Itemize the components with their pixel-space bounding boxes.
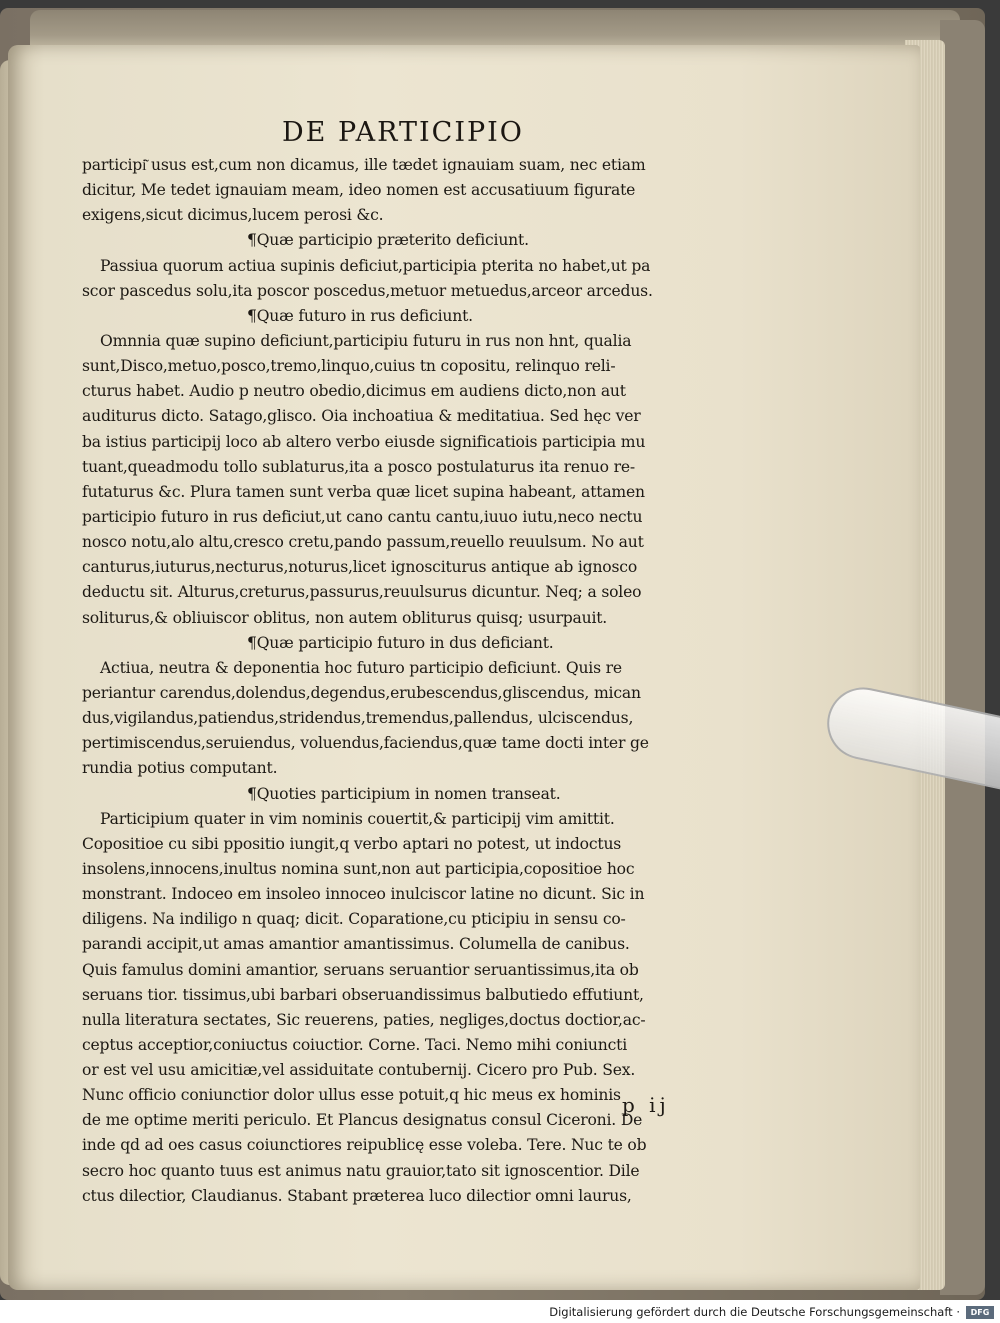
funding-credit: Digitalisierung gefördert durch die Deutsche Forschungsgemeinschaft · bbox=[549, 1305, 960, 1319]
text-line: nosco notu,alo altu,cresco cretu,pando passum,reuello reuulsum. No aut bbox=[82, 533, 644, 552]
text-line: Passiua quorum actiua supinis deficiut,participia pterita no habet,ut pa bbox=[100, 256, 651, 275]
section-heading: ¶Quæ participio præterito deficiunt. bbox=[247, 231, 529, 250]
text-line: de me optime meriti periculo. Et Plancus designatus consul Ciceroni. De bbox=[82, 1111, 643, 1130]
section-heading: ¶Quæ futuro in rus deficiunt. bbox=[247, 306, 473, 325]
text-line: diligens. Na indiligo n quaq; dicit. Coparatione,cu pticipiu in sensu co- bbox=[82, 910, 626, 929]
text-line: insolens,innocens,inultus nomina sunt,non aut participia,copositioe hoc bbox=[82, 859, 635, 878]
text-line: auditurus dicto. Satago,glisco. Oia inchoatiua & meditatiua. Sed hęc ver bbox=[82, 407, 641, 426]
text-line: Nunc officio coniunctior dolor ullus esse potuit,q hic meus ex hominis bbox=[82, 1086, 621, 1105]
running-head: DE PARTICIPIO bbox=[282, 117, 524, 148]
text-line: periantur carendus,dolendus,degendus,erubescendus,gliscendus, mican bbox=[82, 683, 641, 702]
text-line: scor pascedus solu,ita poscor poscedus,metuor metuedus,arceor arcedus. bbox=[82, 281, 653, 300]
text-line: participio futuro in rus deficiut,ut cano cantu cantu,iuuo iutu,neco nectu bbox=[82, 507, 643, 526]
text-line: secro hoc quanto tuus est animus natu grauior,tato sit ignoscentior. Dile bbox=[82, 1161, 640, 1180]
text-line: Quis famulus domini amantior, seruans seruantior seruantissimus,ita ob bbox=[82, 960, 639, 979]
book-cover-right bbox=[940, 20, 985, 1295]
text-line: participi͂ usus est,cum non dicamus, ille tædet ignauiam suam, nec etiam bbox=[82, 156, 646, 174]
text-line: canturus,iuturus,necturus,noturus,licet ignosciturus antique ab ignosco bbox=[82, 558, 638, 577]
text-line: Omnnia quæ supino deficiunt,participiu futuru in rus non hnt, qualia bbox=[100, 331, 632, 350]
text-line: nulla literatura sectates, Sic reuerens, paties, negliges,doctus doctior,ac- bbox=[82, 1010, 646, 1029]
text-line: futaturus &c. Plura tamen sunt verba quæ licet supina habeant, attamen bbox=[82, 482, 645, 501]
signature-mark: p ij bbox=[622, 1093, 670, 1117]
text-line: inde qd ad oes casus coiunctiores reipublicę esse voleba. Tere. Nuc te ob bbox=[82, 1136, 647, 1155]
section-heading: ¶Quoties participium in nomen transeat. bbox=[247, 784, 561, 803]
dfg-logo-icon: DFG bbox=[966, 1306, 994, 1319]
text-line: pertimiscendus,seruiendus, voluendus,faciendus,quæ tame docti inter ge bbox=[82, 734, 649, 753]
text-line: ba istius participij loco ab altero verbo eiusde significatiois participia mu bbox=[82, 432, 646, 451]
text-line: sunt,Disco,metuo,posco,tremo,linquo,cuius tn copositu, relinquo reli- bbox=[82, 357, 616, 376]
text-line: deductu sit. Alturus,creturus,passurus,reuulsurus dicuntur. Neq; a soleo bbox=[82, 583, 642, 602]
text-line: or est vel usu amicitiæ,vel assiduitate contubernij. Cicero pro Pub. Sex. bbox=[82, 1061, 636, 1080]
section-heading: ¶Quæ participio futuro in dus deficiant. bbox=[247, 633, 554, 652]
text-line: ceptus acceptior,coniuctus coiuctior. Corne. Taci. Nemo mihi coniuncti bbox=[82, 1035, 627, 1054]
text-line: Participium quater in vim nominis couertit,& participij vim amittit. bbox=[100, 809, 615, 828]
text-line: monstrant. Indoceo em insoleo innoceo inulciscor latine no dicunt. Sic in bbox=[82, 885, 645, 904]
text-block bbox=[82, 153, 712, 1209]
text-line: rundia potius computant. bbox=[82, 759, 278, 778]
footer-bar bbox=[0, 1303, 1000, 1323]
text-line: dus,vigilandus,patiendus,stridendus,tremendus,pallendus, ulciscendus, bbox=[82, 709, 634, 728]
text-line: cturus habet. Audio p neutro obedio,dicimus em audiens dicto,non aut bbox=[82, 382, 626, 401]
text-line: soliturus,& obliuiscor oblitus, non autem obliturus quisq; usurpauit. bbox=[82, 608, 608, 627]
text-line: seruans tior. tissimus,ubi barbari obseruandissimus balbutiedo effutiunt, bbox=[82, 985, 644, 1004]
text-line: parandi accipit,ut amas amantior amantissimus. Columella de canibus. bbox=[82, 935, 630, 954]
text-line: exigens,sicut dicimus,lucem perosi &c. bbox=[82, 206, 384, 225]
text-line: dicitur, Me tedet ignauiam meam, ideo nomen est accusatiuum figurate bbox=[82, 181, 636, 200]
text-line: Copositioe cu sibi ppositio iungit,q verbo aptari no potest, ut indoctus bbox=[82, 834, 622, 853]
text-line: ctus dilectior, Claudianus. Stabant præterea luco dilectior omni laurus, bbox=[82, 1186, 632, 1205]
text-line: Actiua, neutra & deponentia hoc futuro participio deficiunt. Quis re bbox=[100, 658, 622, 677]
text-line: tuant,queadmodu tollo sublaturus,ita a posco postulaturus ita renuo re- bbox=[82, 457, 635, 476]
